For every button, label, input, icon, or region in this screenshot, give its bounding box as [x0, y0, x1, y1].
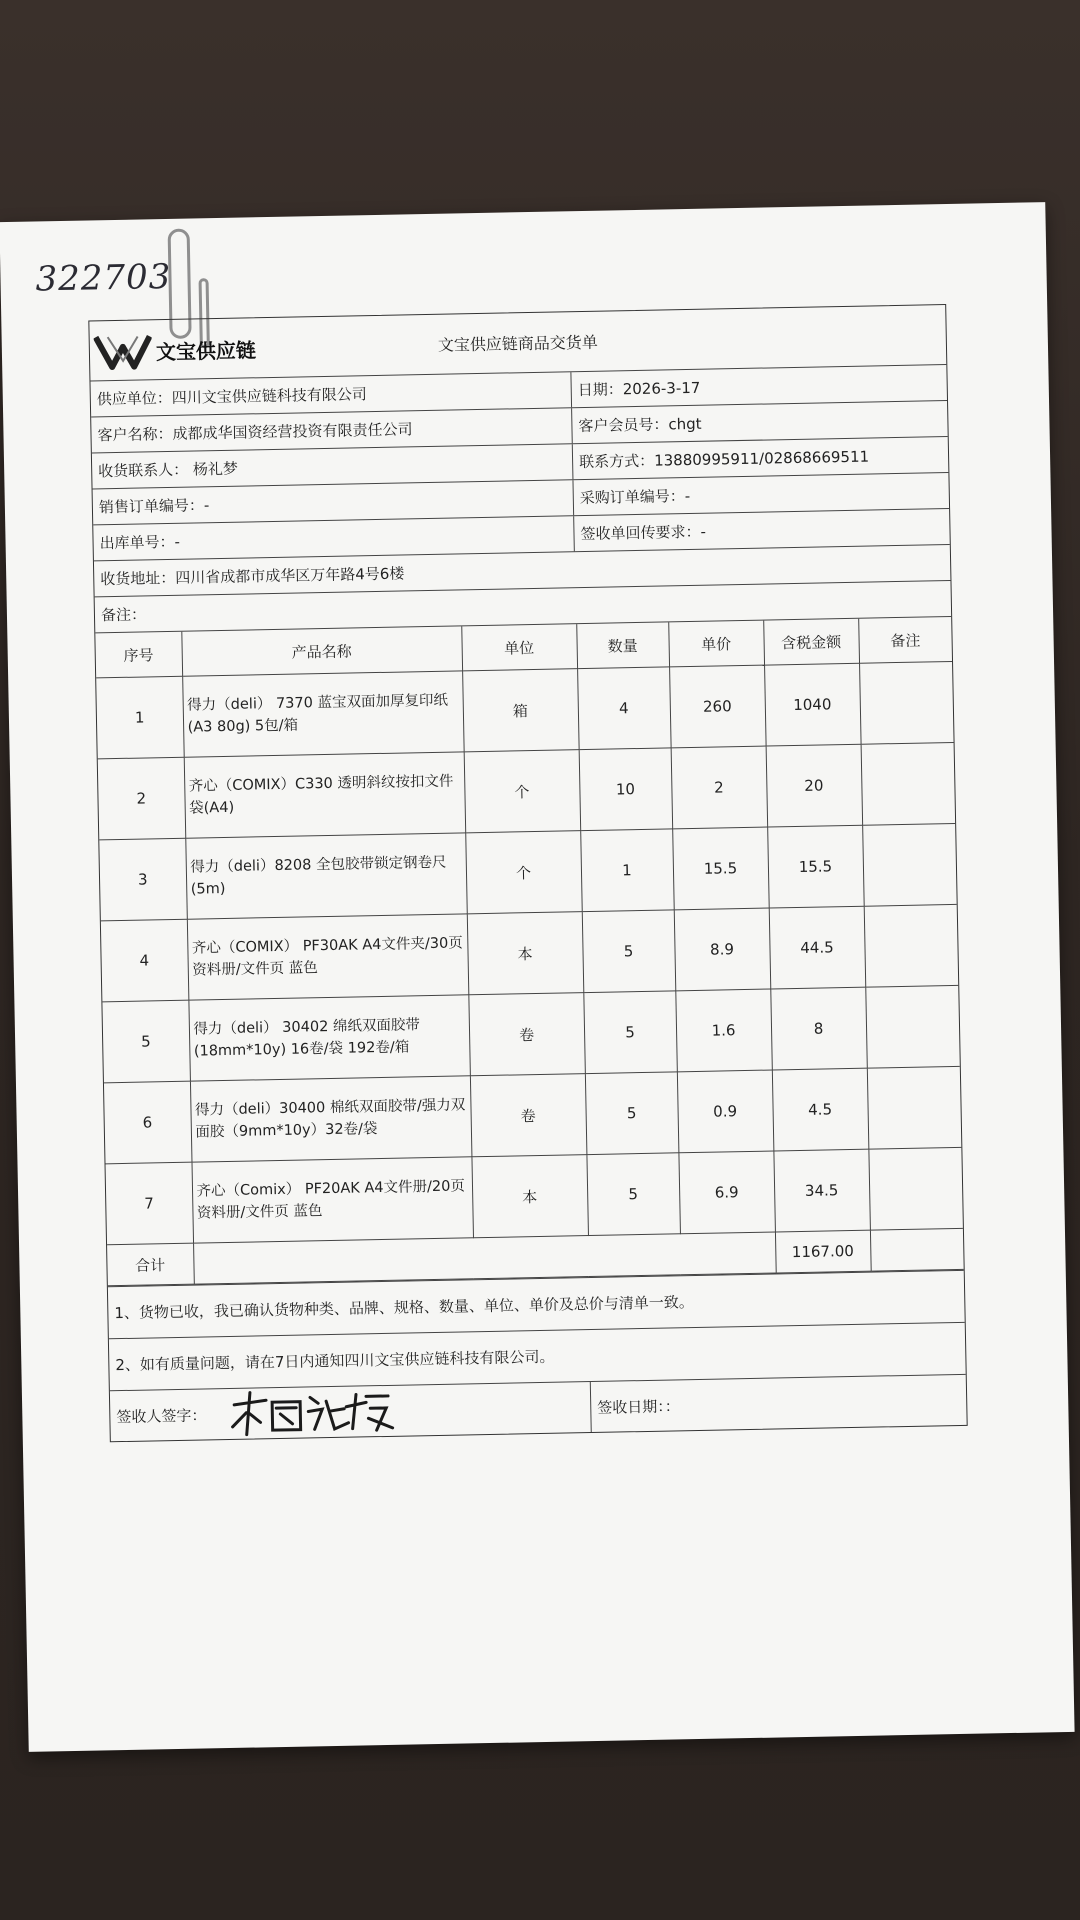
row-amount: 20 — [766, 744, 863, 827]
logo-mark-icon — [94, 330, 153, 371]
row-name: 齐心（Comix） PF20AK A4文件册/20页资料册/文件页 蓝色 — [191, 1157, 473, 1243]
supplier-field: 供应单位：四川文宝供应链科技有限公司 — [96, 385, 367, 409]
items-table — [95, 617, 963, 1286]
row-amount: 44.5 — [769, 906, 866, 989]
row-unit: 本 — [467, 912, 584, 995]
row-price: 260 — [669, 665, 766, 748]
logo-text: 文宝供应链 — [155, 337, 257, 364]
row-unit: 卷 — [470, 1074, 587, 1157]
delivery-note-paper — [0, 202, 1075, 1752]
sales-order-field: 销售订单编号：- — [98, 496, 210, 517]
signer-cell — [110, 1382, 591, 1441]
row-amount: 8 — [770, 987, 867, 1070]
row-note — [861, 742, 956, 825]
row-qty: 5 — [586, 1153, 680, 1236]
document-title: 文宝供应链商品交货单 — [437, 332, 599, 355]
row-qty: 1 — [580, 829, 674, 912]
row-name: 得力（deli） 30402 绵纸双面胶带(18mm*10y) 16卷/袋 192卷/箱 — [188, 995, 470, 1081]
row-unit: 个 — [465, 831, 582, 914]
contact-field: 联系方式：13880995911/02868669511 — [572, 437, 949, 479]
receiver-field: 收货联系人： 杨礼梦 — [98, 459, 239, 481]
row-qty: 4 — [577, 667, 671, 750]
handwritten-number: 322703 — [35, 256, 172, 300]
return-requirement-field: 签收单回传要求：- — [573, 509, 950, 551]
row-qty: 5 — [585, 1072, 679, 1155]
header-qty: 数量 — [576, 622, 669, 668]
row-note — [859, 661, 954, 744]
date-field: 日期：2026-3-17 — [570, 365, 947, 407]
row-qty: 5 — [582, 910, 676, 993]
row-name: 齐心（COMIX） PF30AK A4文件夹/30页资料册/文件页 蓝色 — [187, 914, 469, 1000]
row-name: 得力（deli）30400 棉纸双面胶带/强力双面胶（9mm*10y）32卷/袋 — [190, 1076, 472, 1162]
handwritten-signature — [226, 1388, 397, 1437]
row-no: 6 — [104, 1081, 192, 1164]
row-name: 齐心（COMIX）C330 透明斜纹按扣文件袋(A4) — [184, 752, 466, 838]
items-table-row — [95, 617, 963, 1287]
total-amount: 1167.00 — [775, 1230, 871, 1273]
header-price: 单价 — [668, 621, 764, 667]
row-unit: 卷 — [468, 993, 585, 1076]
purchase-order-field: 采购订单编号：- — [572, 473, 949, 515]
row-no: 1 — [96, 676, 184, 759]
header-no: 序号 — [95, 632, 182, 678]
row-amount: 34.5 — [773, 1149, 870, 1232]
row-no: 4 — [101, 919, 189, 1002]
row-price: 0.9 — [677, 1070, 774, 1153]
row-amount: 1040 — [764, 663, 861, 746]
row-name: 得力（deli） 7370 蓝宝双面加厚复印纸(A3 80g) 5包/箱 — [182, 671, 464, 757]
row-price: 6.9 — [678, 1151, 775, 1234]
row-qty: 10 — [579, 748, 673, 831]
note-quality: 2、如有质量问题，请在7日内通知四川文宝供应链科技有限公司。 — [115, 1347, 555, 1375]
member-no-field: 客户会员号：chgt — [571, 401, 948, 443]
address-field: 收货地址：四川省成都市成华区万年路4号6楼 — [100, 564, 405, 589]
header-name: 产品名称 — [181, 626, 462, 676]
delivery-form — [88, 304, 967, 1442]
row-note — [864, 904, 959, 987]
row-note — [867, 1066, 962, 1149]
row-price: 2 — [671, 746, 768, 829]
customer-field: 客户名称：成都成华国资经营投资有限责任公司 — [97, 420, 413, 445]
row-amount: 15.5 — [767, 825, 864, 908]
row-price: 8.9 — [674, 908, 771, 991]
total-label: 合计 — [107, 1243, 194, 1286]
sign-date-cell: 签收日期：： — [590, 1375, 967, 1432]
row-no: 3 — [99, 838, 187, 921]
row-qty: 5 — [583, 991, 677, 1074]
row-note — [868, 1147, 963, 1230]
total-note — [870, 1228, 964, 1271]
row-unit: 个 — [464, 750, 581, 833]
row-price: 1.6 — [675, 989, 772, 1072]
signer-label: 签收人签字： — [116, 1405, 207, 1426]
row-note — [865, 985, 960, 1068]
header-unit: 单位 — [461, 624, 577, 671]
row-no: 5 — [102, 1000, 190, 1083]
header-amount: 含税金额 — [763, 619, 859, 665]
outbound-no-field: 出库单号：- — [99, 532, 181, 553]
row-no: 2 — [98, 757, 186, 840]
row-no: 7 — [106, 1162, 194, 1245]
row-unit: 箱 — [462, 669, 579, 752]
company-logo — [93, 326, 256, 373]
row-note — [862, 823, 957, 906]
row-name: 得力（deli）8208 全包胶带锁定钢卷尺(5m) — [185, 833, 467, 919]
row-price: 15.5 — [672, 827, 769, 910]
row-amount: 4.5 — [772, 1068, 869, 1151]
note-confirmation: 1、货物已收，我已确认货物种类、品牌、规格、数量、单位、单价及总价与清单一致。 — [114, 1293, 695, 1323]
remarks-field: 备注： — [100, 605, 147, 625]
row-unit: 本 — [471, 1155, 588, 1238]
header-note: 备注 — [858, 617, 952, 663]
